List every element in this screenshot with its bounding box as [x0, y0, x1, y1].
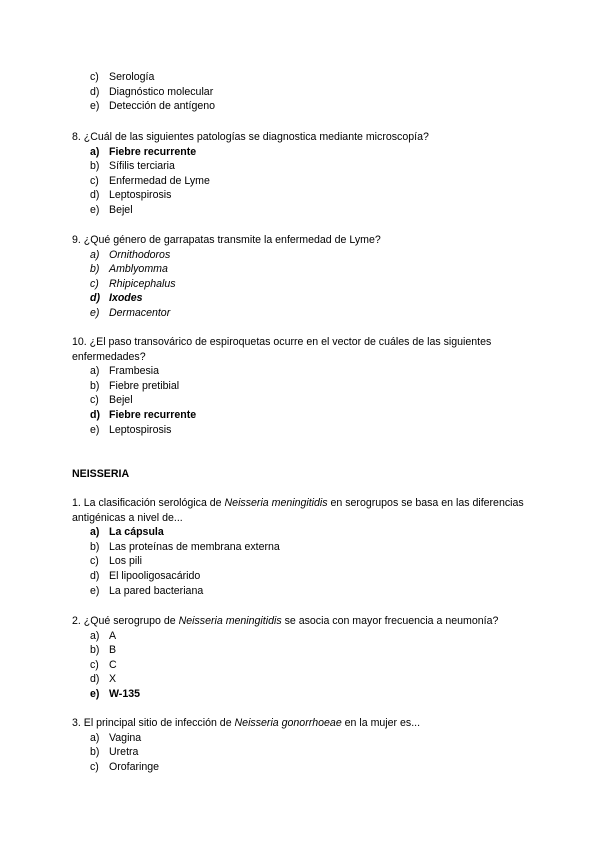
answer-option [90, 731, 542, 746]
question-text [72, 716, 542, 731]
option-letter: e) [90, 584, 100, 597]
answer-option [90, 203, 542, 218]
question-text: 9. ¿Qué género de garrapatas transmite la enfermedad de Lyme? [72, 234, 381, 246]
option-text: Amblyomma [109, 263, 168, 276]
neisseria-question-2 [72, 614, 542, 702]
option-letter: d) [90, 408, 100, 421]
option-text: Leptospirosis [109, 423, 172, 436]
answer-option [90, 291, 542, 306]
question-text [72, 496, 542, 525]
organism-name: Neisseria meningitidis [178, 615, 282, 627]
answer-option [90, 629, 542, 644]
option-letter: b) [90, 263, 100, 276]
option-text: Fiebre recurrente [109, 408, 197, 421]
option-text: Fiebre pretibial [109, 379, 180, 392]
answer-option [90, 99, 542, 114]
option-letter: a) [90, 145, 100, 158]
question-10 [72, 335, 542, 437]
option-letter: d) [90, 85, 100, 98]
question-text: 10. ¿El paso transovárico de espiroquetas ocurre en el vector de cuáles de las siguientes enfermedades? [72, 336, 492, 363]
answer-option [90, 85, 542, 100]
option-letter: b) [90, 540, 100, 553]
option-text: Bejel [109, 394, 133, 407]
option-text: Enfermedad de Lyme [109, 174, 210, 187]
answer-option [90, 188, 542, 203]
option-text: W-135 [109, 687, 140, 700]
option-text: Leptospirosis [109, 189, 172, 202]
answer-option [90, 277, 542, 292]
option-letter: a) [90, 526, 100, 539]
answer-option [90, 760, 542, 775]
option-letter: c) [90, 71, 99, 83]
option-text: Las proteínas de membrana externa [109, 540, 280, 553]
option-letter: a) [90, 248, 100, 261]
option-text: C [109, 658, 117, 671]
option-text: B [109, 644, 117, 657]
section-heading: NEISSERIA [72, 468, 130, 480]
option-letter: d) [90, 189, 100, 202]
question-prefix: 3. El principal sitio de infección de [72, 717, 235, 729]
neisseria-question-3 [72, 716, 542, 774]
question-text [72, 614, 542, 629]
option-text: El lipooligosacárido [109, 569, 201, 582]
question-suffix: se asocia con mayor frecuencia a neumonía? [281, 615, 499, 627]
answer-option [90, 687, 542, 702]
option-letter: a) [90, 731, 100, 744]
option-list [72, 525, 542, 598]
option-letter: c) [90, 174, 99, 187]
question-8 [72, 130, 542, 218]
question-7-tail [72, 70, 542, 114]
option-letter: a) [90, 629, 100, 642]
answer-option [90, 364, 542, 379]
answer-option [90, 306, 542, 321]
option-text: Frambesia [109, 365, 160, 378]
option-text: Ornithodoros [109, 248, 171, 261]
answer-option [90, 248, 542, 263]
option-letter: d) [90, 673, 100, 686]
option-letter: b) [90, 160, 100, 173]
answer-option [90, 745, 542, 760]
answer-option [90, 159, 542, 174]
answer-option [90, 672, 542, 687]
option-text: Los pili [109, 555, 142, 568]
option-letter: d) [90, 569, 100, 582]
option-text: X [109, 673, 117, 686]
option-text: Serología [109, 71, 155, 83]
option-text: Vagina [109, 731, 142, 744]
organism-name: Neisseria meningitidis [224, 497, 328, 509]
option-letter: b) [90, 644, 100, 657]
answer-option [90, 569, 542, 584]
answer-option [90, 643, 542, 658]
question-suffix: en la mujer es... [341, 717, 421, 729]
option-letter: c) [90, 658, 99, 671]
option-text: Rhipicephalus [109, 277, 176, 290]
option-letter: e) [90, 100, 100, 113]
option-list [72, 70, 542, 114]
answer-option [90, 408, 542, 423]
option-list [72, 364, 542, 437]
question-9 [72, 233, 542, 321]
question-suffix: en serogrupos se basa en las diferencias antigénicas a nivel de... [72, 497, 524, 524]
answer-option [90, 379, 542, 394]
option-text: Bejel [109, 203, 133, 216]
answer-option [90, 554, 542, 569]
answer-option [90, 262, 542, 277]
option-letter: e) [90, 306, 100, 319]
option-letter: c) [90, 760, 99, 773]
answer-option [90, 540, 542, 555]
option-letter: e) [90, 687, 100, 700]
option-letter: c) [90, 555, 99, 568]
option-letter: a) [90, 365, 100, 378]
option-text: Detección de antígeno [109, 100, 216, 113]
option-text: Sífilis terciaria [109, 160, 175, 173]
option-text: Fiebre recurrente [109, 145, 197, 158]
answer-option [90, 70, 542, 85]
option-text: A [109, 629, 117, 642]
option-list [72, 248, 542, 321]
option-list [72, 629, 542, 702]
question-text: 8. ¿Cuál de las siguientes patologías se diagnostica mediante microscopía? [72, 131, 429, 143]
option-text: Uretra [109, 746, 139, 759]
answer-option [90, 174, 542, 189]
organism-name: Neisseria gonorrhoeae [234, 717, 342, 729]
answer-option [90, 584, 542, 599]
answer-option [90, 525, 542, 540]
option-letter: c) [90, 394, 99, 407]
option-letter: b) [90, 746, 100, 759]
option-list [72, 145, 542, 218]
answer-option [90, 658, 542, 673]
option-letter: c) [90, 277, 99, 290]
option-letter: d) [90, 292, 100, 305]
option-list [72, 731, 542, 775]
answer-option [90, 393, 542, 408]
option-text: Orofaringe [109, 760, 160, 773]
option-letter: b) [90, 379, 100, 392]
option-letter: e) [90, 203, 100, 216]
option-text: Ixodes [109, 292, 143, 305]
answer-option [90, 423, 542, 438]
question-prefix: 2. ¿Qué serogrupo de [72, 615, 179, 627]
option-text: La cápsula [109, 526, 164, 539]
option-text: Diagnóstico molecular [109, 85, 214, 98]
answer-option [90, 145, 542, 160]
option-letter: e) [90, 423, 100, 436]
option-text: La pared bacteriana [109, 584, 204, 597]
option-text: Dermacentor [109, 306, 171, 319]
section-heading-block [72, 467, 542, 482]
neisseria-question-1 [72, 496, 542, 598]
question-prefix: 1. La clasificación serológica de [72, 497, 225, 509]
